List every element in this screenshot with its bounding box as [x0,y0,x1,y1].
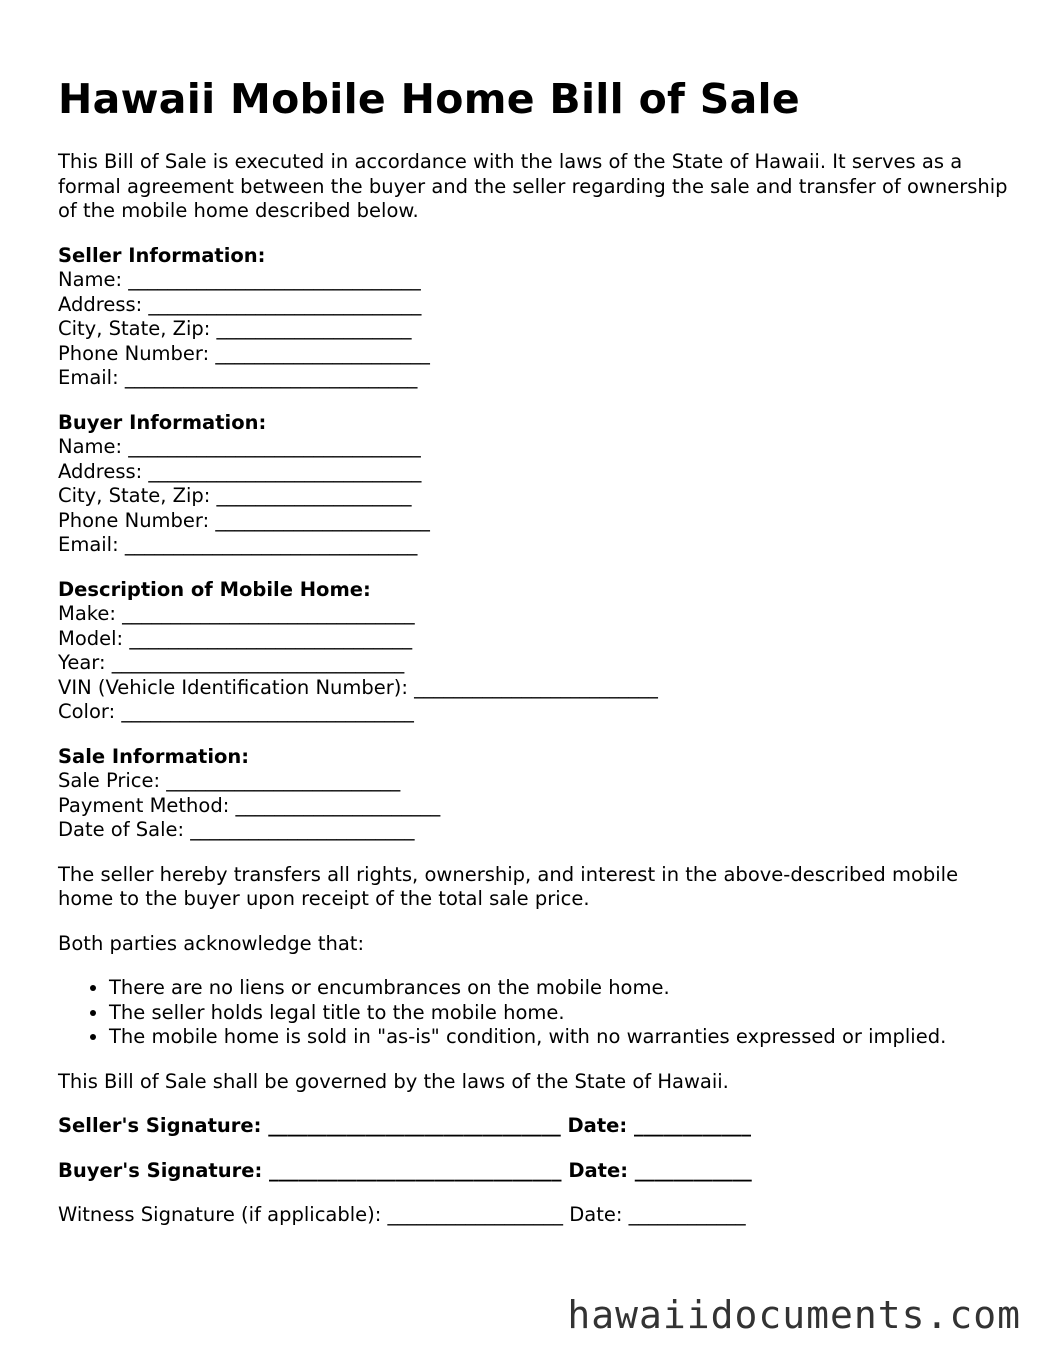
seller-email-field[interactable]: Email: ______________________________ [58,366,418,389]
seller-phone-field[interactable]: Phone Number: ______________________ [58,341,430,365]
buyer-section [58,411,1018,558]
list-item: • The mobile home is sold in "as-is" condition, with no warranties expressed or implied. [109,1025,1018,1050]
year-field[interactable]: Year: ______________________________ [58,651,405,674]
watermark: hawaiidocuments.com [567,1293,1021,1337]
buyer-signature-line[interactable]: Buyer's Signature: ______________________________ Date: ____________ [58,1158,752,1182]
date-of-sale-field[interactable]: Date of Sale: _______________________ [58,818,415,841]
color-field[interactable]: Color: ______________________________ [58,700,414,723]
buyer-heading: Buyer Information: [58,410,267,434]
witness-signature-line[interactable]: Witness Signature (if applicable): __________________ Date: ____________ [58,1203,746,1226]
vin-field[interactable]: VIN (Vehicle Identification Number): _________________________ [58,675,658,699]
intro-paragraph: This Bill of Sale is executed in accordance with the laws of the State of Hawaii. It serves as a formal agreement between the buyer and the seller regarding the sale and transfer of ownership of the mobile home described below. [58,150,1008,222]
description-section [58,578,1018,725]
buyer-city-state-zip-field[interactable]: City, State, Zip: ____________________ [58,484,412,507]
make-field[interactable]: Make: ______________________________ [58,602,415,625]
transfer-paragraph: The seller hereby transfers all rights, ownership, and interest in the above-described mobile home to the buyer upon receipt of the total sale price. [58,862,959,910]
buyer-address-field[interactable]: Address: ____________________________ [58,459,422,483]
acknowledge-intro: Both parties acknowledge that: [58,931,365,955]
payment-method-field[interactable]: Payment Method: _____________________ [58,793,441,817]
seller-heading: Seller Information: [58,243,266,267]
sale-price-field[interactable]: Sale Price: ________________________ [58,769,401,792]
list-item: • There are no liens or encumbrances on the mobile home. [109,976,1018,1001]
page-title: Hawaii Mobile Home Bill of Sale [58,75,801,123]
seller-signature-line[interactable]: Seller's Signature: ______________________________ Date: ____________ [58,1114,751,1137]
seller-city-state-zip-field[interactable]: City, State, Zip: ____________________ [58,317,412,340]
buyer-name-field[interactable]: Name: ______________________________ [58,435,421,458]
buyer-email-field[interactable]: Email: ______________________________ [58,533,418,556]
acknowledgement-list [58,976,1018,1050]
sale-heading: Sale Information: [58,744,250,768]
seller-address-field[interactable]: Address: ____________________________ [58,292,422,316]
list-item: • The seller holds legal title to the mobile home. [109,1001,1018,1026]
governing-law-paragraph: This Bill of Sale shall be governed by the laws of the State of Hawaii. [58,1069,729,1093]
seller-name-field[interactable]: Name: ______________________________ [58,268,421,291]
document-page [58,72,1018,1248]
buyer-phone-field[interactable]: Phone Number: ______________________ [58,508,430,532]
sale-section [58,745,1018,843]
model-field[interactable]: Model: _____________________________ [58,626,413,650]
seller-section [58,244,1018,391]
description-heading: Description of Mobile Home: [58,577,371,601]
